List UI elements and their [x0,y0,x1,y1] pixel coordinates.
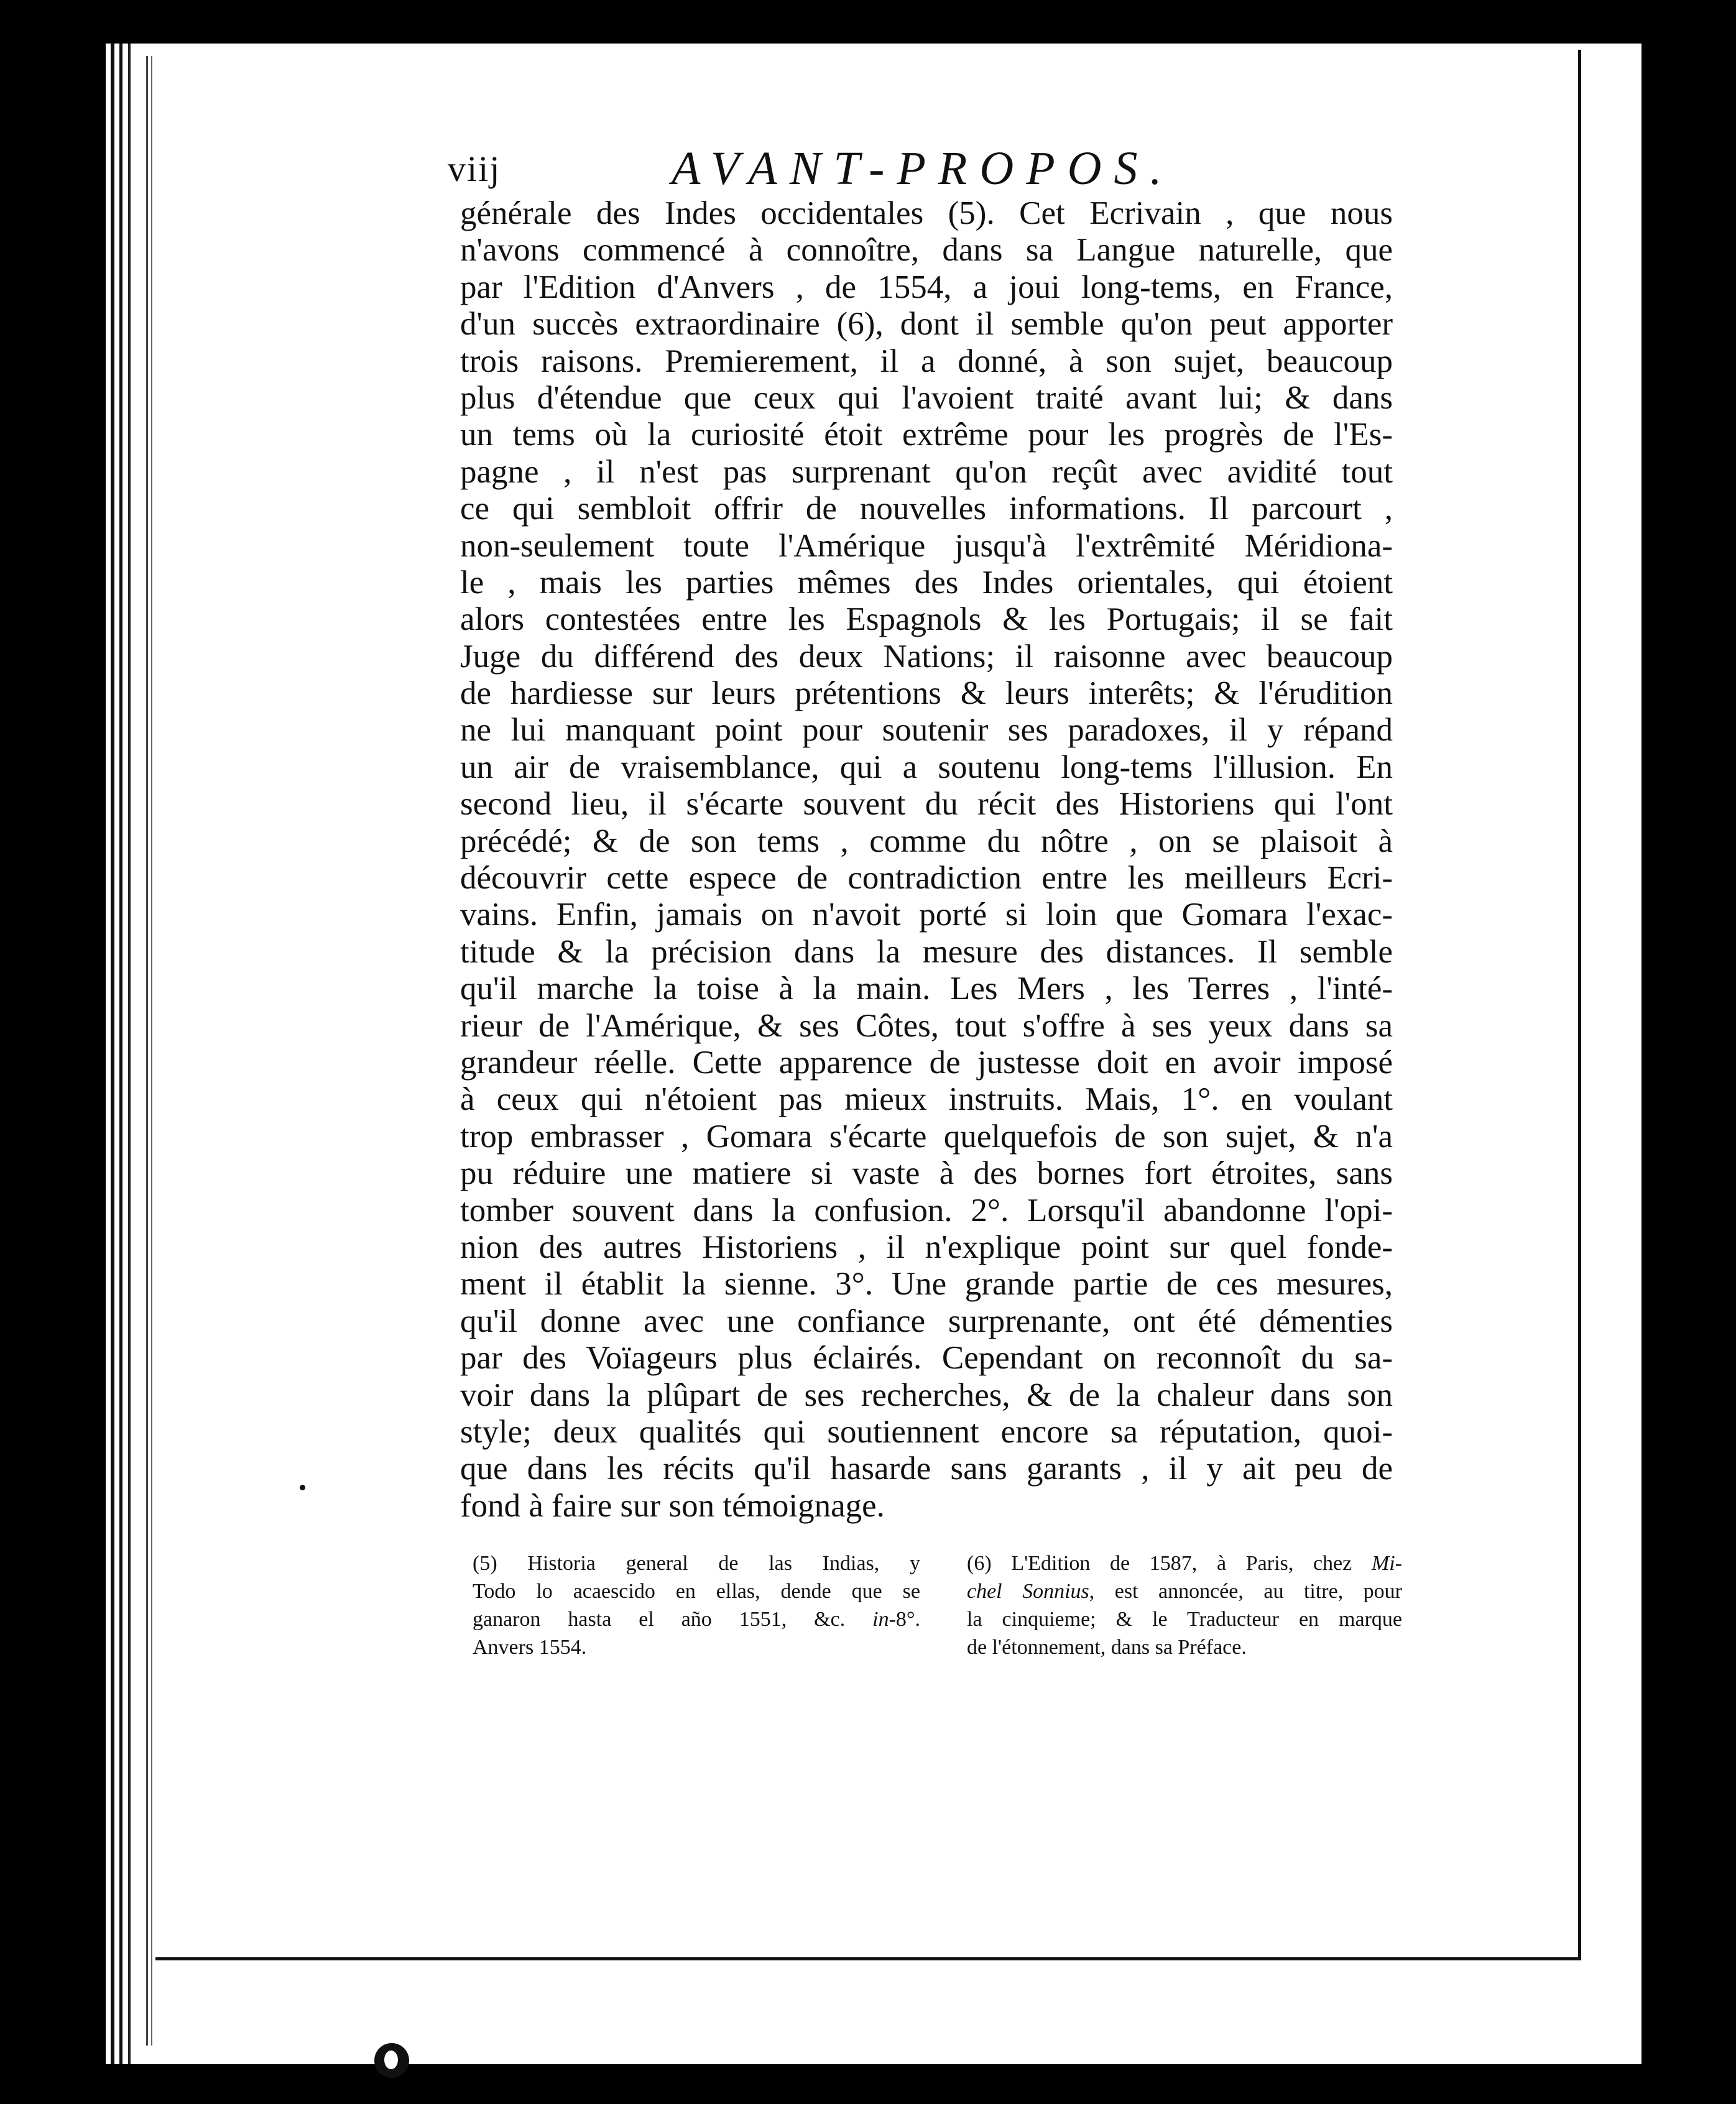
body-line: titude & la précision dans la mesure des distances. Il semble [460,933,1393,970]
book-spine-edge [106,44,140,2064]
footnote-line: Anvers 1554. [473,1636,587,1659]
body-line: nion des autres Historiens , il n'explique point sur quel fonde- [460,1229,1393,1265]
footnote-line: Todo lo acaescido en ellas, dende que se [473,1580,920,1603]
body-line: que dans les récits qu'il hasarde sans garants , il y ait peu de [460,1451,1393,1487]
footnote-line: la cinquieme; & le Traducteur en marque [967,1608,1402,1631]
body-line: générale des Indes occidentales (5). Cet Ecrivain , que nous [460,195,1393,231]
body-line: tomber souvent dans la confusion. 2°. Lorsqu'il abandonne l'opi- [460,1192,1393,1229]
body-line: trois raisons. Premierement, il a donné, à son sujet, beaucoup [460,343,1393,379]
footnote-5 [473,1549,920,1661]
body-line: n'avons commencé à connoître, dans sa Langue naturelle, que [460,232,1393,269]
body-line: plus d'étendue que ceux qui l'avoient traité avant lui; & dans [460,379,1393,416]
body-line: non-seulement toute l'Amérique jusqu'à l'extrêmité Méridiona- [460,527,1393,564]
body-line: trop embrasser , Gomara s'écarte quelquefois de son sujet, & n'a [460,1118,1393,1155]
body-line: d'un succès extraordinaire (6), dont il semble qu'on peut apporter [460,306,1393,343]
body-line: vains. Enfin, jamais on n'avoit porté si loin que Gomara l'exac- [460,897,1393,933]
body-line: Juge du différend des deux Nations; il raisonne avec beaucoup [460,638,1393,675]
page-header [448,142,1225,198]
body-line: un tems où la curiosité étoit extrême pour les progrès de l'Es- [460,417,1393,453]
body-line: pagne , il n'est pas surprenant qu'on reçût avec avidité tout [460,453,1393,490]
body-line: de hardiesse sur leurs prétentions & leurs interêts; & l'érudition [460,675,1393,712]
footnote-line: (5) Historia general de las Indias, y [473,1552,920,1575]
body-line: précédé; & de son tems , comme du nôtre , on se plaisoit à [460,823,1393,859]
footnote-line: ganaron hasta el año 1551, &c. in-8°. [473,1608,920,1631]
binding-mark-icon [374,2043,409,2078]
ink-speck [300,1485,305,1490]
footnote-line: chel Sonnius, est annoncée, au titre, pour [967,1580,1402,1603]
body-line: ne lui manquant point pour soutenir ses paradoxes, il y répand [460,712,1393,749]
running-head: AVANT-PROPOS. [672,142,1175,195]
body-line: ce qui sembloit offrir de nouvelles informations. Il parcourt , [460,491,1393,527]
body-text [460,195,1393,1525]
body-line: qu'il donne avec une confiance surprenante, ont été démenties [460,1303,1393,1339]
body-line: rieur de l'Amérique, & ses Côtes, tout s'offre à ses yeux dans sa [460,1007,1393,1044]
footnote-line: (6) L'Edition de 1587, à Paris, chez Mi- [967,1552,1402,1575]
body-line: par des Voïageurs plus éclairés. Cependant on reconnoît du sa- [460,1340,1393,1377]
body-line: grandeur réelle. Cette apparence de justesse doit en avoir imposé [460,1044,1393,1081]
body-line: voir dans la plûpart de ses recherches, & de la chaleur dans son [460,1377,1393,1413]
body-line: le , mais les parties mêmes des Indes orientales, qui étoient [460,564,1393,601]
body-line: pu réduire une matiere si vaste à des bornes fort étroites, sans [460,1155,1393,1192]
footnote-line: de l'étonnement, dans sa Préface. [967,1636,1247,1659]
body-line: par l'Edition d'Anvers , de 1554, a joui long-tems, en France, [460,269,1393,305]
body-line: fond à faire sur son témoignage. [460,1487,885,1524]
scan-border-right [1578,50,1581,1959]
body-line: style; deux qualités qui soutiennent encore sa réputation, quoi- [460,1413,1393,1450]
body-line: qu'il marche la toise à la main. Les Mers , les Terres , l'inté- [460,971,1393,1007]
body-line: alors contestées entre les Espagnols & les Portugais; il se fait [460,601,1393,638]
body-line: ment il établit la sienne. 3°. Une grande partie de ces mesures, [460,1266,1393,1303]
page-gutter-edge [146,56,157,2046]
page-number: viij [448,149,501,189]
body-line: découvrir cette espece de contradiction entre les meilleurs Ecri- [460,860,1393,897]
scan-border-bottom [155,1957,1581,1960]
footnote-6 [967,1549,1402,1661]
body-line: un air de vraisemblance, qui a soutenu long-tems l'illusion. En [460,749,1393,785]
body-line: second lieu, il s'écarte souvent du récit des Historiens qui l'ont [460,786,1393,823]
body-line: à ceux qui n'étoient pas mieux instruits. Mais, 1°. en voulant [460,1081,1393,1118]
